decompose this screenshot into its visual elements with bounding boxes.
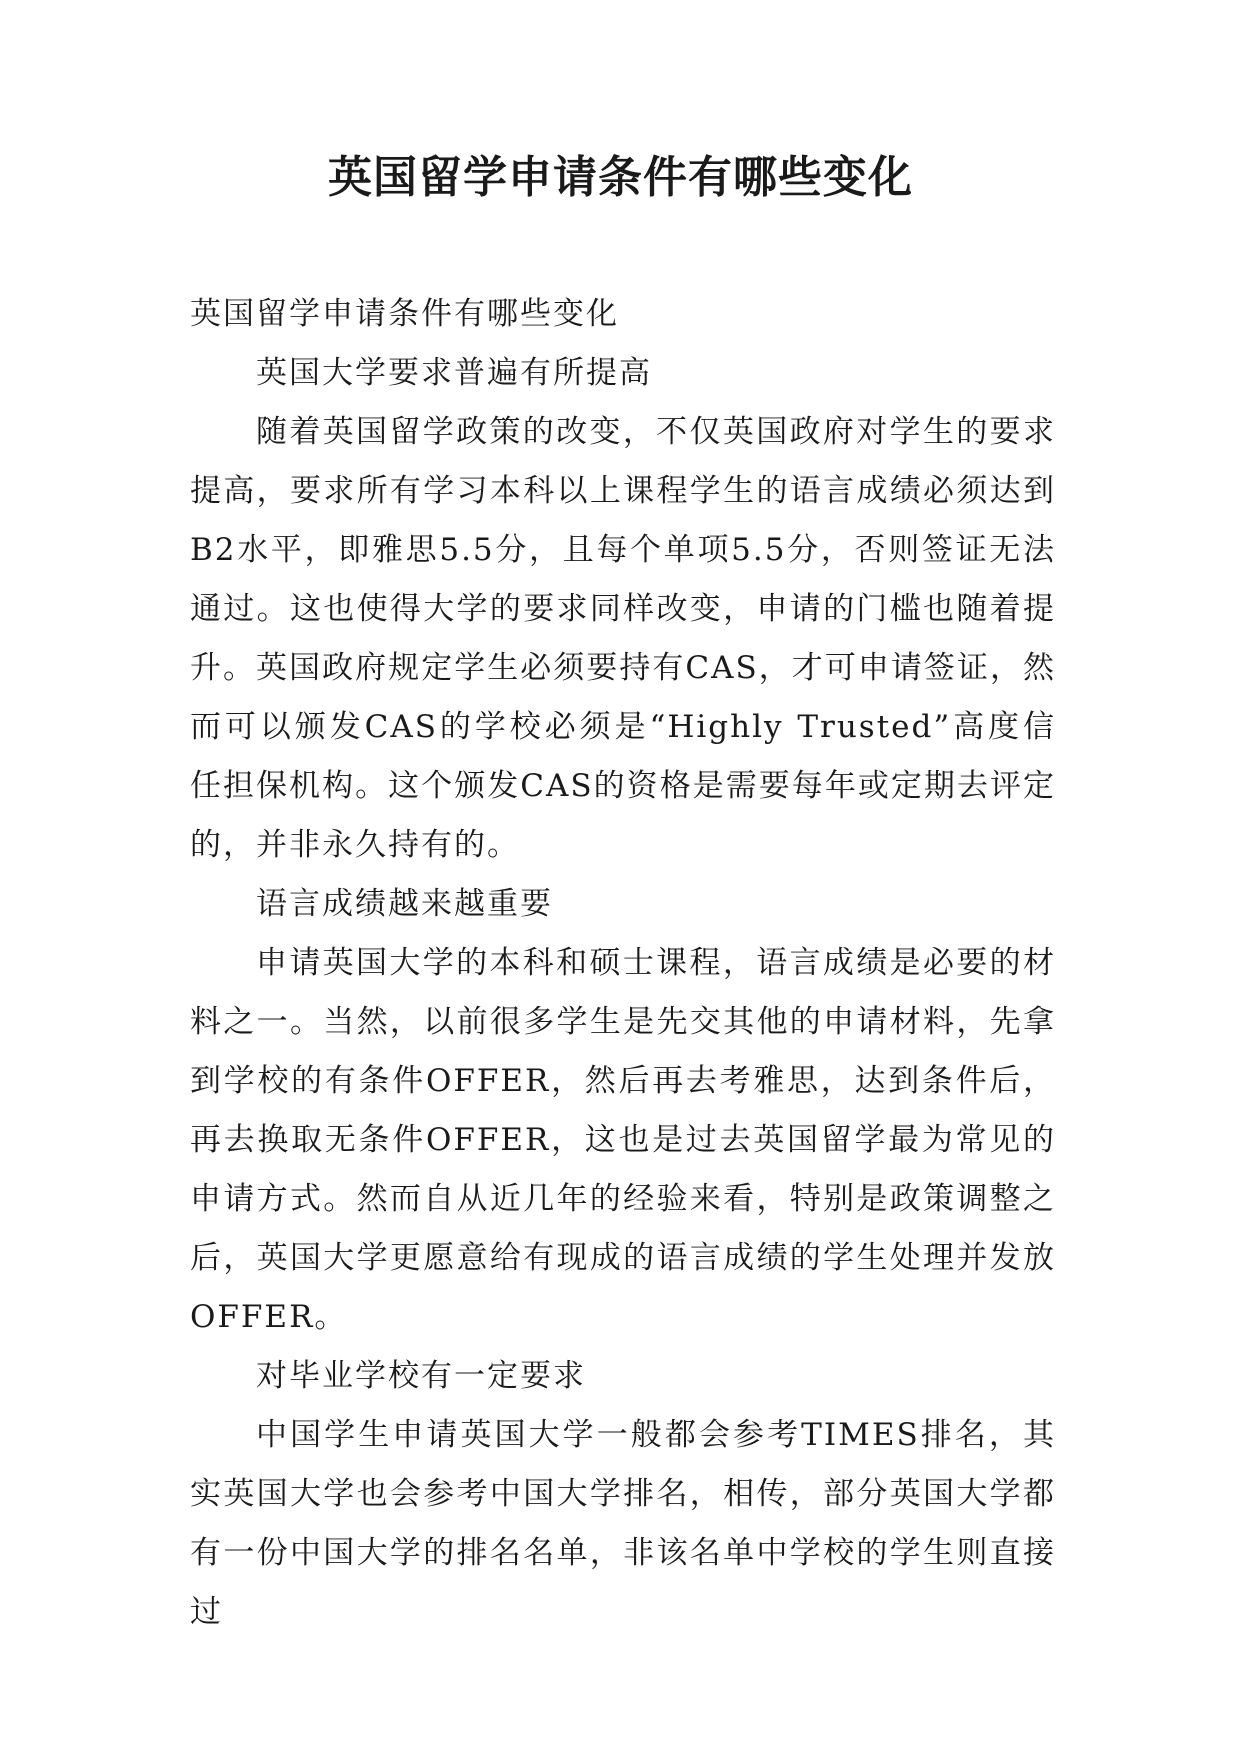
section-heading-language: 语言成绩越来越重要 — [256, 886, 553, 922]
section-heading-requirements: 英国大学要求普遍有所提高 — [256, 355, 652, 391]
paragraph-language: 申请英国大学的本科和硕士课程，语言成绩是必要的材料之一。当然，以前很多学生是先交其他的申请材料，先拿到学校的有条件OFFER，然后再去考雅思，达到条件后，再去换取无条件OFFER，这也是过去英国留学最为常见的申请方式。然而自从近几年的经验来看，特别是政策调整之后，英国大学更愿意给有现成的语言成绩的学生处理并发放OFFER。 — [190, 945, 1056, 1335]
document-body — [190, 285, 1056, 1642]
paragraph-subtitle: 英国留学申请条件有哪些变化 — [190, 296, 619, 332]
paragraph-policy: 随着英国留学政策的改变，不仅英国政府对学生的要求提高，要求所有学习本科以上课程学生的语言成绩必须达到B2水平，即雅思5.5分，且每个单项5.5分，否则签证无法通过。这也使得大学的要求同样改变，申请的门槛也随着提升。英国政府规定学生必须要持有CAS，才可申请签证，然而可以颁发CAS的学校必须是“Highly Trusted”高度信任担保机构。这个颁发CAS的资格是需要每年或定期去评定的，并非永久持有的。 — [190, 414, 1056, 863]
paragraph-school: 中国学生申请英国大学一般都会参考TIMES排名，其实英国大学也会参考中国大学排名，相传，部分英国大学都有一份中国大学的排名名单，非该名单中学校的学生则直接过 — [190, 1417, 1056, 1630]
section-heading-school: 对毕业学校有一定要求 — [256, 1358, 586, 1394]
document-title: 英国留学申请条件有哪些变化 — [328, 152, 913, 203]
